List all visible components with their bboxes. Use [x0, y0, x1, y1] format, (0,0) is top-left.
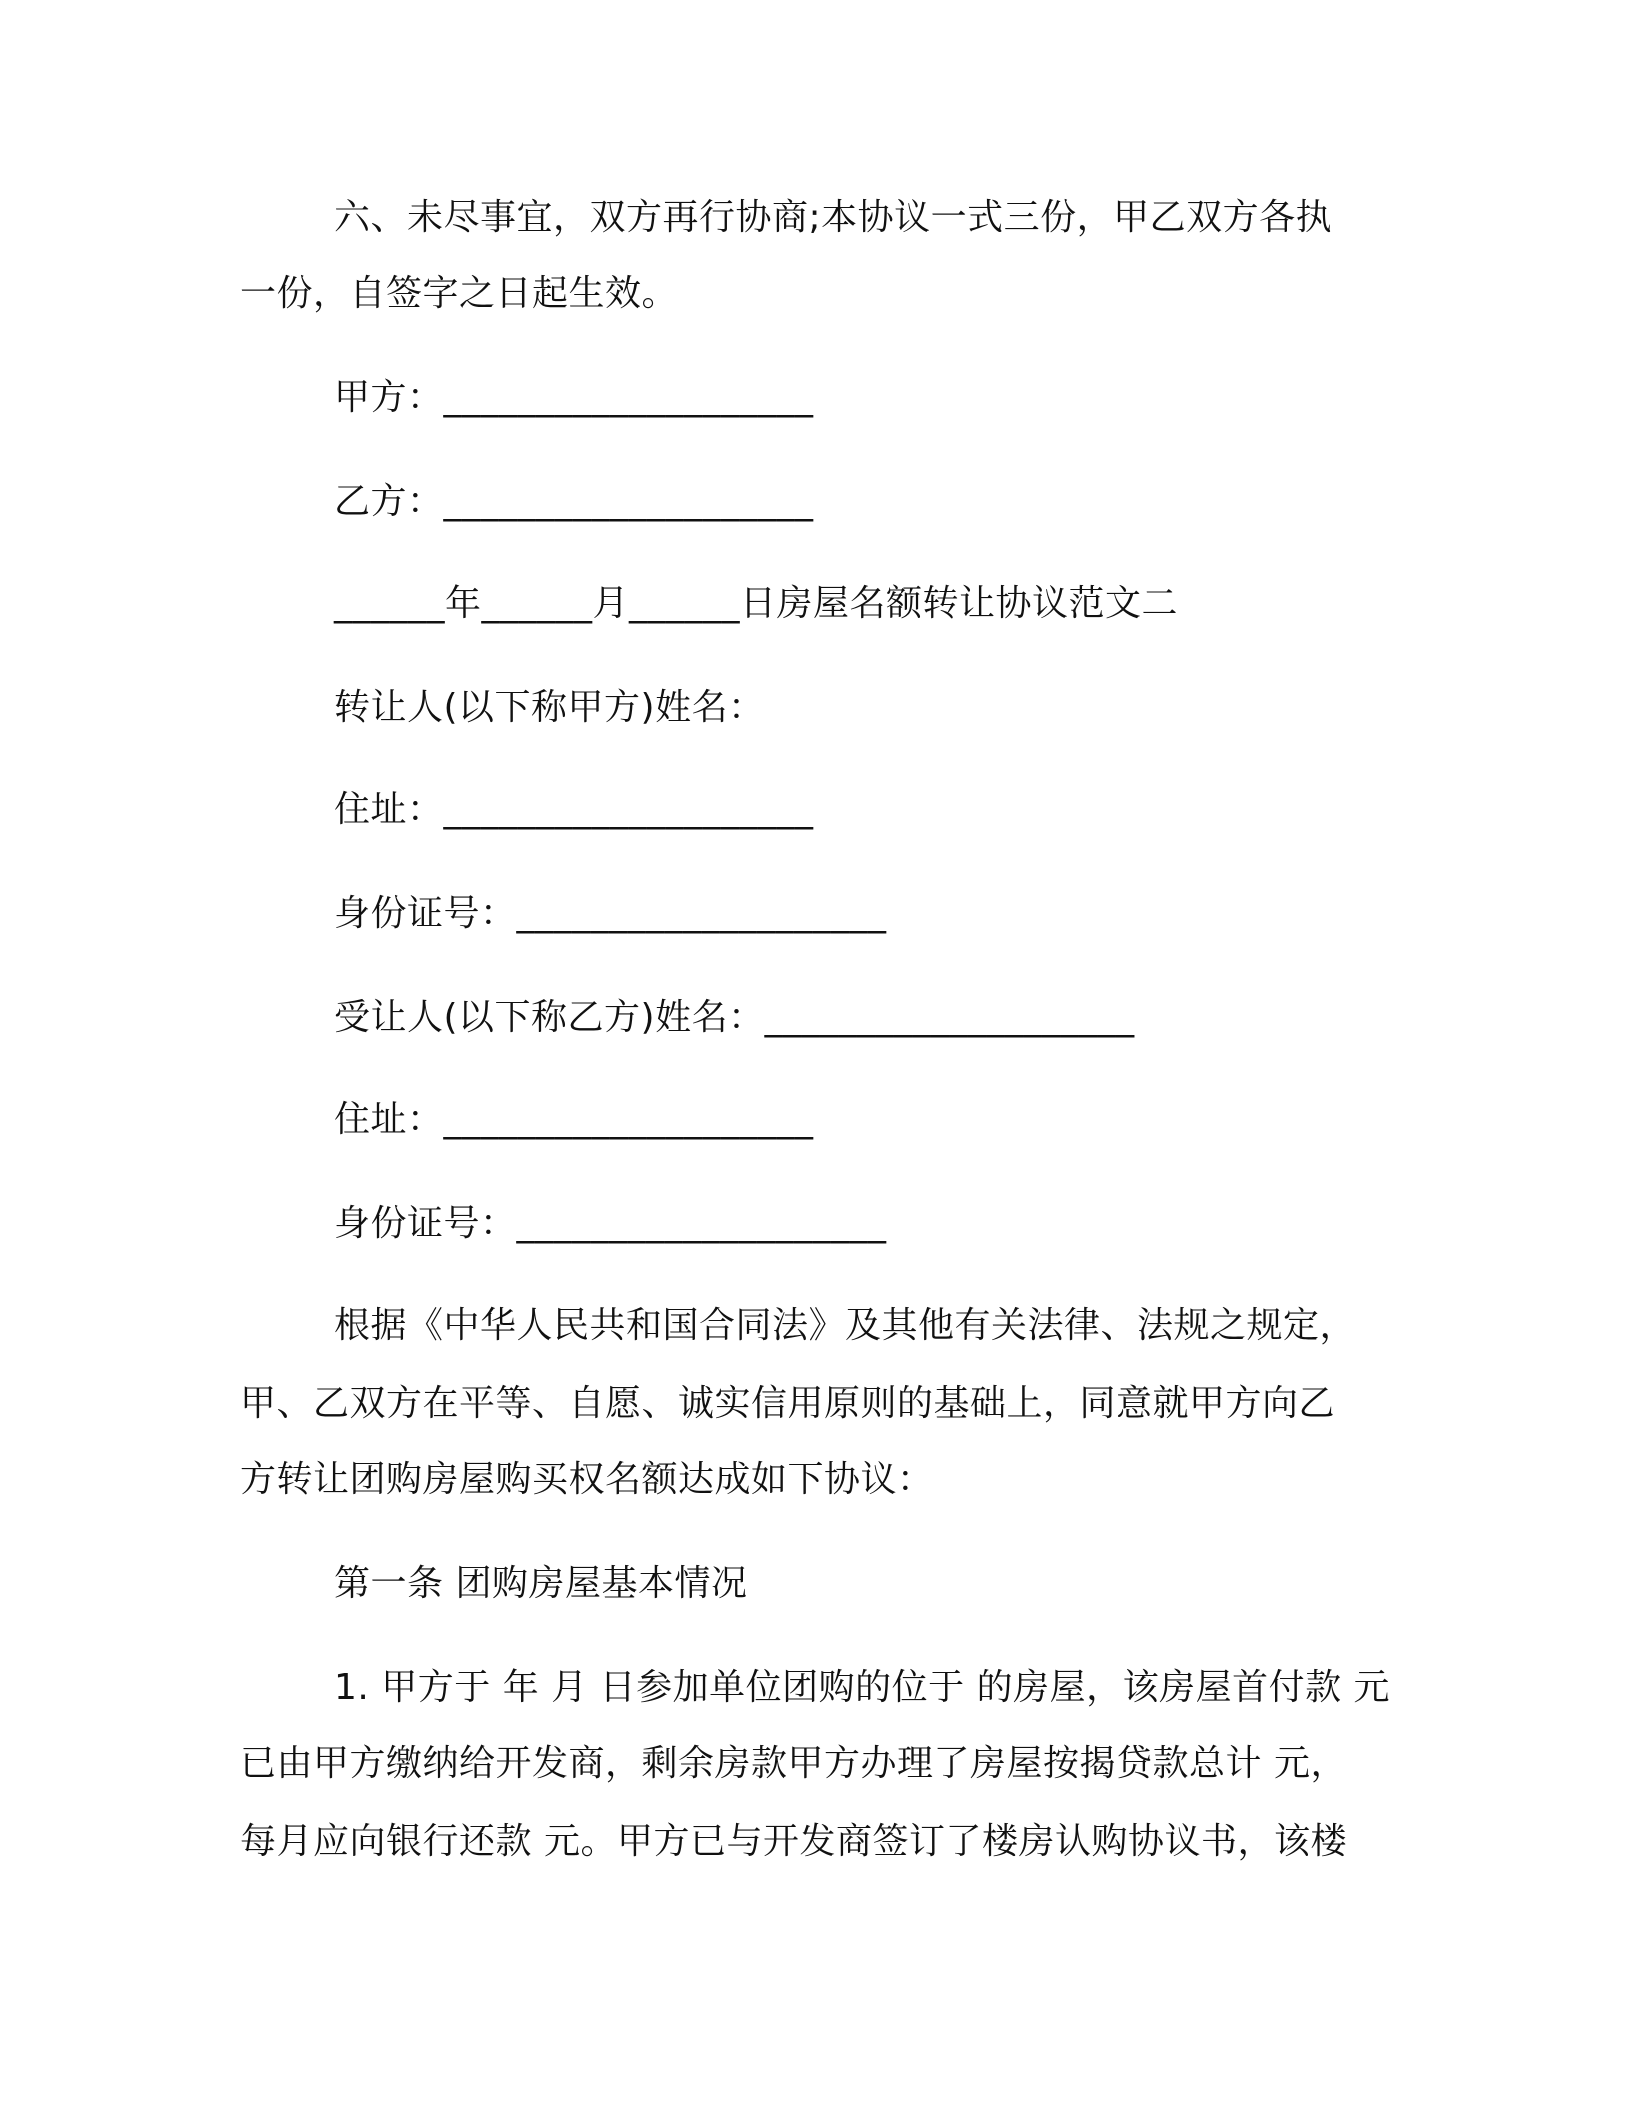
- party-b-signature-line: 乙方：____________________: [334, 481, 814, 522]
- transferor-address-line: 住址：____________________: [334, 789, 814, 830]
- text-line: 六、未尽事宜，双方再行协商;本协议一式三份，甲乙双方各执: [334, 197, 1333, 238]
- text-line: 一份，自签字之日起生效。: [240, 273, 679, 314]
- transferee-name-line: 受让人(以下称乙方)姓名：____________________: [334, 997, 1135, 1038]
- transferee-id-line: 身份证号：____________________: [334, 1203, 887, 1244]
- text-line: 已由甲方缴纳给开发商，剩余房款甲方办理了房屋按揭贷款总计 元，: [240, 1743, 1347, 1784]
- text-line: 甲、乙双方在平等、自愿、诚实信用原则的基础上，同意就甲方向乙: [240, 1383, 1336, 1424]
- party-a-signature-line: 甲方：____________________: [334, 377, 814, 418]
- text-line: 1. 甲方于 年 月 日参加单位团购的位于 的房屋，该房屋首付款 元: [334, 1667, 1391, 1708]
- section-heading: 第一条 团购房屋基本情况: [334, 1563, 748, 1604]
- document-title-line: ______年______月______日房屋名额转让协议范文二: [334, 583, 1179, 624]
- transferor-name-line: 转让人(以下称甲方)姓名：: [334, 687, 765, 728]
- transferee-address-line: 住址：____________________: [334, 1099, 814, 1140]
- text-line: 方转让团购房屋购买权名额达成如下协议：: [240, 1459, 934, 1500]
- transferor-id-line: 身份证号：____________________: [334, 893, 887, 934]
- text-line: 每月应向银行还款 元。甲方已与开发商签订了楼房认购协议书，该楼: [240, 1821, 1347, 1862]
- text-line: 根据《中华人民共和国合同法》及其他有关法律、法规之规定，: [334, 1305, 1357, 1346]
